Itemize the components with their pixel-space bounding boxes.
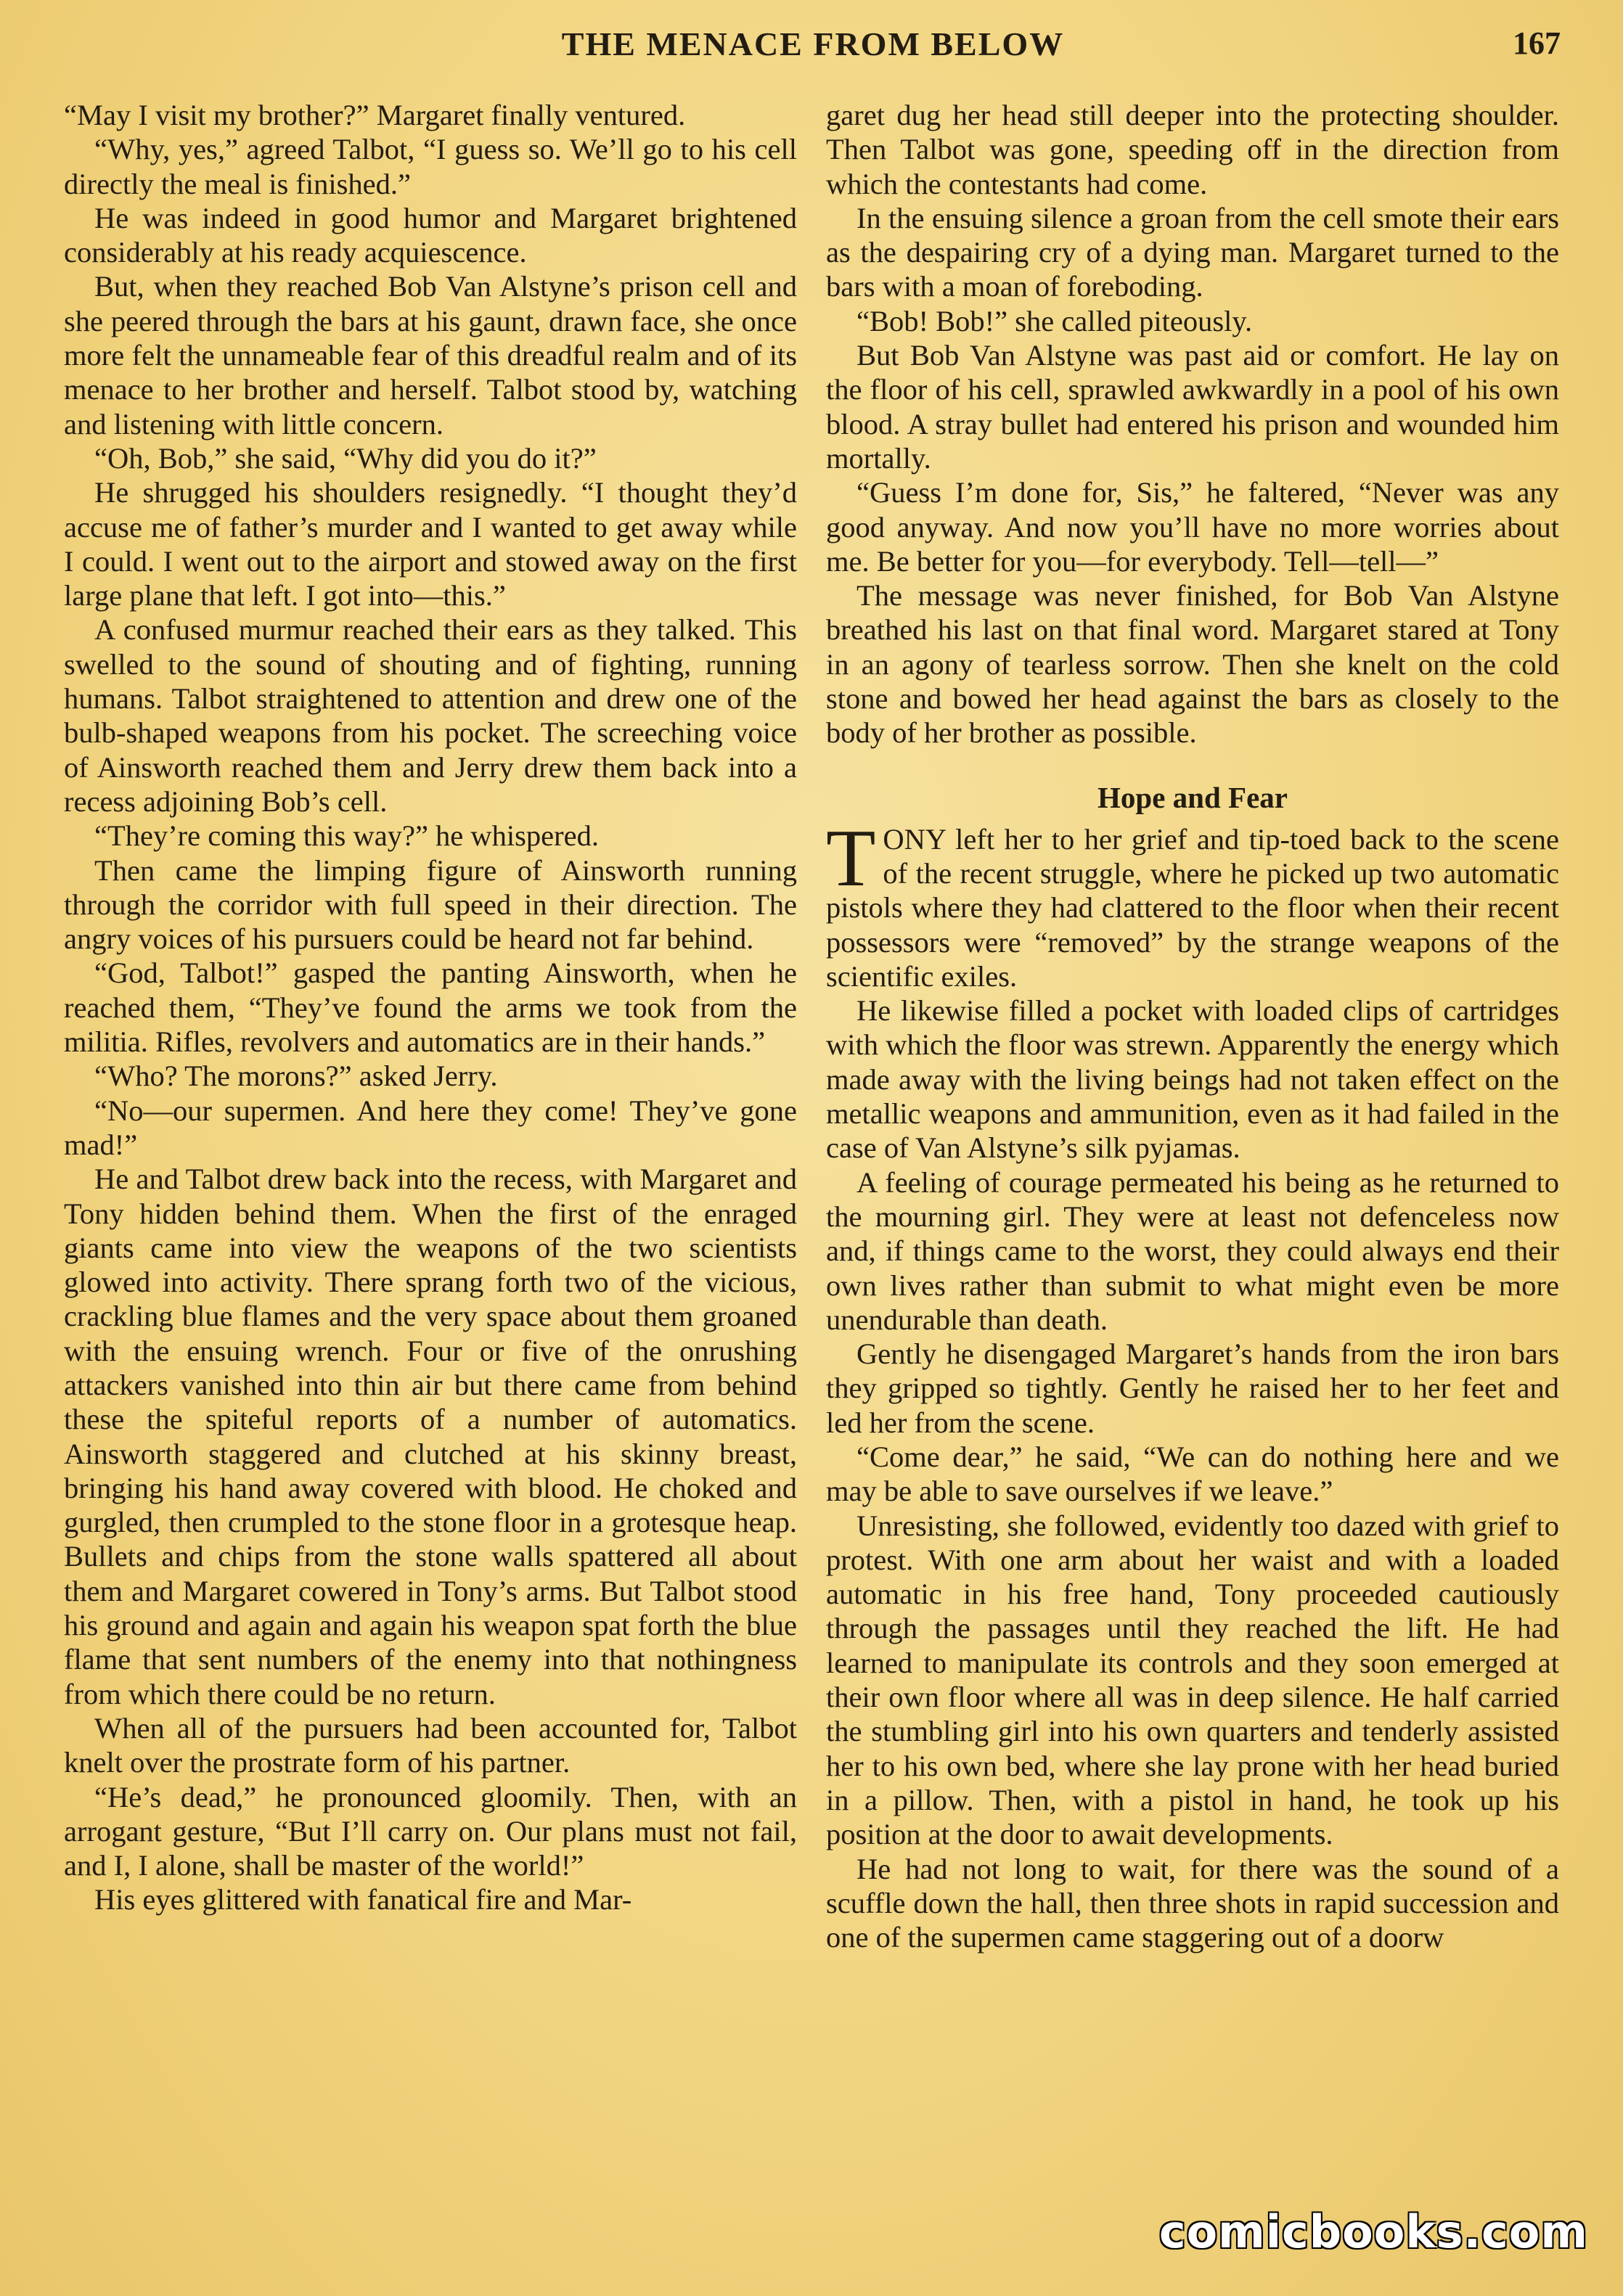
paragraph: A confused murmur reached their ears as they talked. This swelled to the sound of shouting and of fighting, running humans. Talbot straightened to attention and drew one of the bulb-shaped weapons from his pocket. The screeching voice of Ainsworth reached them and Jerry drew them back into a recess adjoining Bob’s cell. xyxy=(64,613,797,818)
paragraph: The message was never finished, for Bob Van Alstyne breathed his last on that final word. Margaret stared at Tony in an agony of tearless sorrow. Then she knelt on the cold stone and bowed her head against the bars as closely to the body of her brother as possible. xyxy=(826,579,1559,750)
paragraph: “No—our supermen. And here they come! They’ve gone mad!” xyxy=(64,1094,797,1161)
paragraph: “God, Talbot!” gasped the panting Ainsworth, when he reached them, “They’ve found the arms we took from the militia. Rifles, revolvers and automatics are in their hands.” xyxy=(64,956,797,1059)
paragraph: “He’s dead,” he pronounced gloomily. Then, with an arrogant gesture, “But I’ll carry on. Our plans must not fail, and I, I alone, shall be master of the world!” xyxy=(64,1780,797,1882)
paragraph: He likewise filled a pocket with loaded clips of cartridges with which the floor was strewn. Apparently the energy which made away with the living beings had not taken effect on the metallic weapons and ammunition, even as it had failed in the case of Van Alstyne’s silk pyjamas. xyxy=(826,994,1559,1165)
section-first-paragraph xyxy=(826,813,1559,993)
paragraph: Then came the limping figure of Ainsworth running through the corridor with full speed in their direction. The angry voices of his pursuers could be heard not far behind. xyxy=(64,853,797,956)
paragraph: Gently he disengaged Margaret’s hands from the iron bars they gripped so tightly. Gently he raised her to her feet and led her from the scene. xyxy=(826,1337,1559,1439)
watermark-logo: comicbooks.com xyxy=(1158,2205,1588,2258)
paragraph: He shrugged his shoulders resignedly. “I thought they’d accuse me of father’s murder and I wanted to get away while I could. I went out to the airport and stowed away on the first large plane that left. I got into—this.” xyxy=(64,476,797,612)
first-paragraph-text: ONY left her to her grief and tip-toed back to the scene of the recent struggle, where he picked up two automatic pistols where they had clattered to the floor when their recent possessors were “removed” by the strange weapons of the scientific exiles. xyxy=(826,822,1559,993)
paragraph: “They’re coming this way?” he whispered. xyxy=(94,819,599,853)
paragraph: “Come dear,” he said, “We can do nothing here and we may be able to save ourselves if we leave.” xyxy=(826,1440,1559,1508)
page-header xyxy=(65,25,1561,71)
paragraph: When all of the pursuers had been accounted for, Talbot knelt over the prostrate form of his partner. xyxy=(64,1711,797,1779)
paragraph: He was indeed in good humor and Margaret brightened considerably at his ready acquiescence. xyxy=(64,201,797,269)
section-heading: Hope and Fear xyxy=(1097,780,1288,814)
paragraph: “Why, yes,” agreed Talbot, “I guess so. We’ll go to his cell directly the meal is finished.” xyxy=(64,133,797,200)
paragraph: “May I visit my brother?” Margaret finally ventured. xyxy=(64,99,686,131)
paragraph: “Who? The morons?” asked Jerry. xyxy=(94,1059,498,1093)
running-title: THE MENACE FROM BELOW xyxy=(561,25,1065,62)
drop-cap: T xyxy=(826,813,876,903)
paragraph: In the ensuing silence a groan from the cell smote their ears as the despairing cry of a dying man. Margaret turned to the bars with a moan of foreboding. xyxy=(826,201,1559,303)
left-column xyxy=(64,98,797,2246)
paragraph: His eyes glittered with fanatical fire and Mar- xyxy=(94,1883,632,1916)
paragraph: “Oh, Bob,” she said, “Why did you do it?” xyxy=(94,441,597,475)
paragraph: He had not long to wait, for there was the sound of a scuffle down the hall, then three shots in rapid succession and one of the supermen came staggering out of a doorw xyxy=(826,1852,1559,1954)
paragraph: “Guess I’m done for, Sis,” he faltered, “Never was any good anyway. And now you’ll have no more worries about me. Be better for you—for everybody. Tell—tell—” xyxy=(826,476,1559,578)
paragraph: Unresisting, she followed, evidently too dazed with grief to protest. With one arm about her waist and with a loaded automatic in his free hand, Tony proceeded cautiously through the passages until they reached the lift. He had learned to manipulate its controls and they soon emerged at their own floor where all was in deep silence. He half carried the stumbling girl into his own quarters and tenderly assisted her to his own bed, where she lay prone with her head buried in a pillow. Then, with a pistol in hand, he took up his position at the door to await developments. xyxy=(826,1509,1559,1851)
paragraph: But Bob Van Alstyne was past aid or comfort. He lay on the floor of his cell, sprawled awkwardly in a pool of his own blood. A stray bullet had entered his prison and wounded him mortally. xyxy=(826,339,1559,475)
paragraph: He and Talbot drew back into the recess, with Margaret and Tony hidden behind them. When the first of the enraged giants came into view the weapons of the two scientists glowed into activity. There sprang forth two of the vicious, crackling blue flames and the very space about them groaned with the ensuing wrench. Four or five of the onrushing attackers vanished into thin air but there came from behind these the spiteful reports of a number of automatics. Ainsworth staggered and clutched at his skinny breast, bringing his hand away covered with blood. He choked and gurgled, then crumpled to the stone floor in a grotesque heap. Bullets and chips from the stone walls spattered all about them and Margaret cowered in Tony’s arms. But Talbot stood his ground and again and again his weapon spat forth the blue flame that sent numbers of the enemy into that nothingness from which there could be no return. xyxy=(64,1163,797,1710)
right-column xyxy=(826,98,1559,2246)
paragraph: “Bob! Bob!” she called piteously. xyxy=(857,304,1253,337)
page-number: 167 xyxy=(1513,25,1561,61)
continued-paragraph: garet dug her head still deeper into the protecting shoulder. Then Talbot was gone, speeding off in the direction from which the contestants had come. xyxy=(826,99,1559,200)
paragraph: A feeling of courage permeated his being as he returned to the mourning girl. They were at least not defenceless now and, if things came to the worst, they could always end their own lives rather than submit to what might even be more unendurable than death. xyxy=(826,1165,1559,1336)
paragraph: But, when they reached Bob Van Alstyne’s prison cell and she peered through the bars at his gaunt, drawn face, she once more felt the unnameable fear of this dreadful realm and of its menace to her brother and herself. Talbot stood by, watching and listening with little concern. xyxy=(64,270,797,440)
